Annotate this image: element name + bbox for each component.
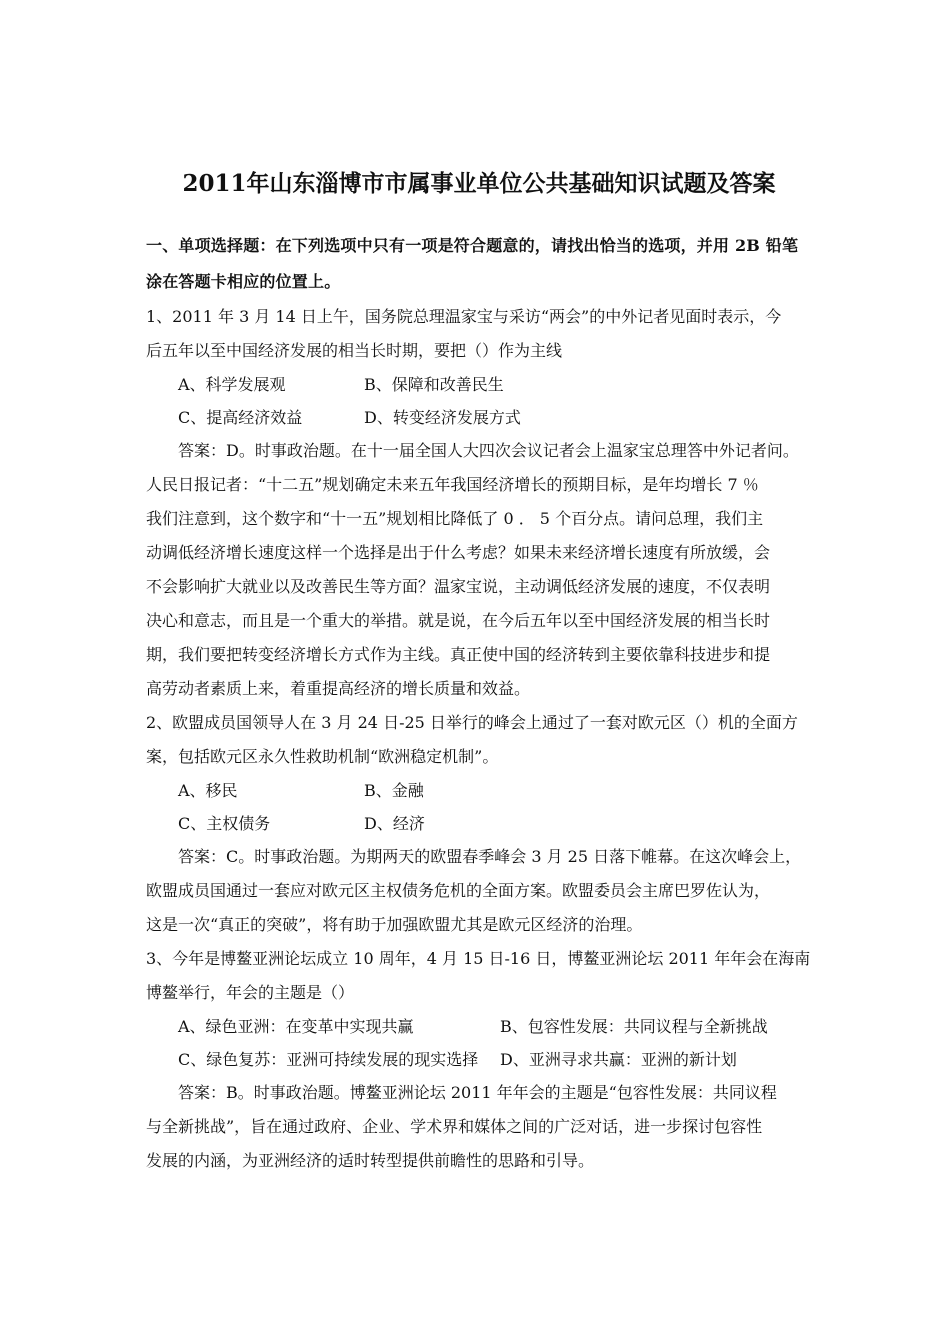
answer-line: 高劳动者素质上来，着重提高经济的增长质量和效益。: [146, 679, 531, 698]
option-row: [178, 1010, 812, 1043]
answer-line: 答案：B。时事政治题。博鳌亚洲论坛 2011 年年会的主题是“包容性发展：共同议程: [178, 1083, 777, 1102]
option-row: [178, 807, 812, 840]
question-stem: [146, 706, 812, 774]
answer-line: 期，我们要把转变经济增长方式作为主线。真正使中国的经济转到主要依靠科技进步和提: [146, 645, 771, 664]
options-list: [146, 774, 812, 840]
option-d: D、转变经济发展方式: [364, 408, 521, 427]
question-stem-line: 2、欧盟成员国领导人在 3 月 24 日-25 日举行的峰会上通过了一套对欧元区（）机的全面方: [146, 713, 798, 732]
option-c: C、绿色复苏：亚洲可持续发展的现实选择: [178, 1050, 479, 1069]
answer-line: 决心和意志，而且是一个重大的举措。就是说，在今后五年以至中国经济发展的相当长时: [146, 611, 771, 630]
option-c: C、主权债务: [178, 814, 271, 833]
question-stem-line: 3、今年是博鳌亚洲论坛成立 10 周年，4 月 15 日-16 日，博鳌亚洲论坛 2011 年年会在海南: [146, 949, 811, 968]
answer-explanation: [146, 434, 812, 706]
question-3: [146, 942, 812, 1178]
option-b: B、包容性发展：共同议程与全新挑战: [500, 1017, 768, 1036]
question-1: [146, 300, 812, 706]
option-row: [178, 368, 812, 401]
question-stem: [146, 942, 812, 1010]
section-heading-line: 涂在答题卡相应的位置上。: [146, 272, 341, 291]
answer-line: 发展的内涵，为亚洲经济的适时转型提供前瞻性的思路和引导。: [146, 1151, 595, 1170]
option-row: [178, 401, 812, 434]
answer-line: 动调低经济增长速度这样一个选择是出于什么考虑？如果未来经济增长速度有所放缓，会: [146, 543, 771, 562]
answer-line: 答案：D。时事政治题。在十一届全国人大四次会议记者会上温家宝总理答中外记者问。: [178, 441, 799, 460]
option-b: B、金融: [364, 781, 424, 800]
question-stem: [146, 300, 812, 368]
option-row: [178, 1043, 812, 1076]
page-title: 2011年山东淄博市市属事业单位公共基础知识试题及答案: [182, 170, 776, 197]
question-stem-line: 博鳌举行，年会的主题是（）: [146, 983, 355, 1002]
question-stem-line: 后五年以至中国经济发展的相当长时期，要把（）作为主线: [146, 341, 563, 360]
option-d: D、亚洲寻求共赢：亚洲的新计划: [500, 1050, 737, 1069]
section-heading: [146, 228, 812, 300]
answer-line: 我们注意到，这个数字和“十一五”规划相比降低了 0 ． 5 个百分点。请问总理，我们主: [146, 509, 764, 528]
section-heading-line: 一、单项选择题：在下列选项中只有一项是符合题意的，请找出恰当的选项，并用 2B 铅笔: [146, 236, 799, 255]
options-list: [146, 1010, 812, 1076]
answer-line: 不会影响扩大就业以及改善民生等方面？温家宝说，主动调低经济发展的速度，不仅表明: [146, 577, 771, 596]
answer-line: 人民日报记者：“十二五”规划确定未来五年我国经济增长的预期目标，是年均增长 7 ％: [146, 475, 759, 494]
answer-line: 这是一次“真正的突破”，将有助于加强欧盟尤其是欧元区经济的治理。: [146, 915, 643, 934]
document-content: [146, 166, 812, 1178]
answer-line: 答案：C。时事政治题。为期两天的欧盟春季峰会 3 月 25 日落下帷幕。在这次峰会上，: [178, 847, 802, 866]
answer-line: 欧盟成员国通过一套应对欧元区主权债务危机的全面方案。欧盟委员会主席巴罗佐认为，: [146, 881, 771, 900]
option-b: B、保障和改善民生: [364, 375, 504, 394]
answer-line: 与全新挑战”，旨在通过政府、企业、学术界和媒体之间的广泛对话，进一步探讨包容性: [146, 1117, 763, 1136]
option-a: A、科学发展观: [178, 375, 286, 394]
option-c: C、提高经济效益: [178, 408, 303, 427]
answer-explanation: [146, 1076, 812, 1178]
answer-explanation: [146, 840, 812, 942]
options-list: [146, 368, 812, 434]
option-a: A、绿色亚洲：在变革中实现共赢: [178, 1017, 414, 1036]
question-stem-line: 1、2011 年 3 月 14 日上午，国务院总理温家宝与采访“两会”的中外记者见面时表示，今: [146, 307, 782, 326]
question-stem-line: 案，包括欧元区永久性救助机制“欧洲稳定机制”。: [146, 747, 499, 766]
option-a: A、移民: [178, 781, 238, 800]
question-2: [146, 706, 812, 942]
option-row: [178, 774, 812, 807]
option-d: D、经济: [364, 814, 425, 833]
